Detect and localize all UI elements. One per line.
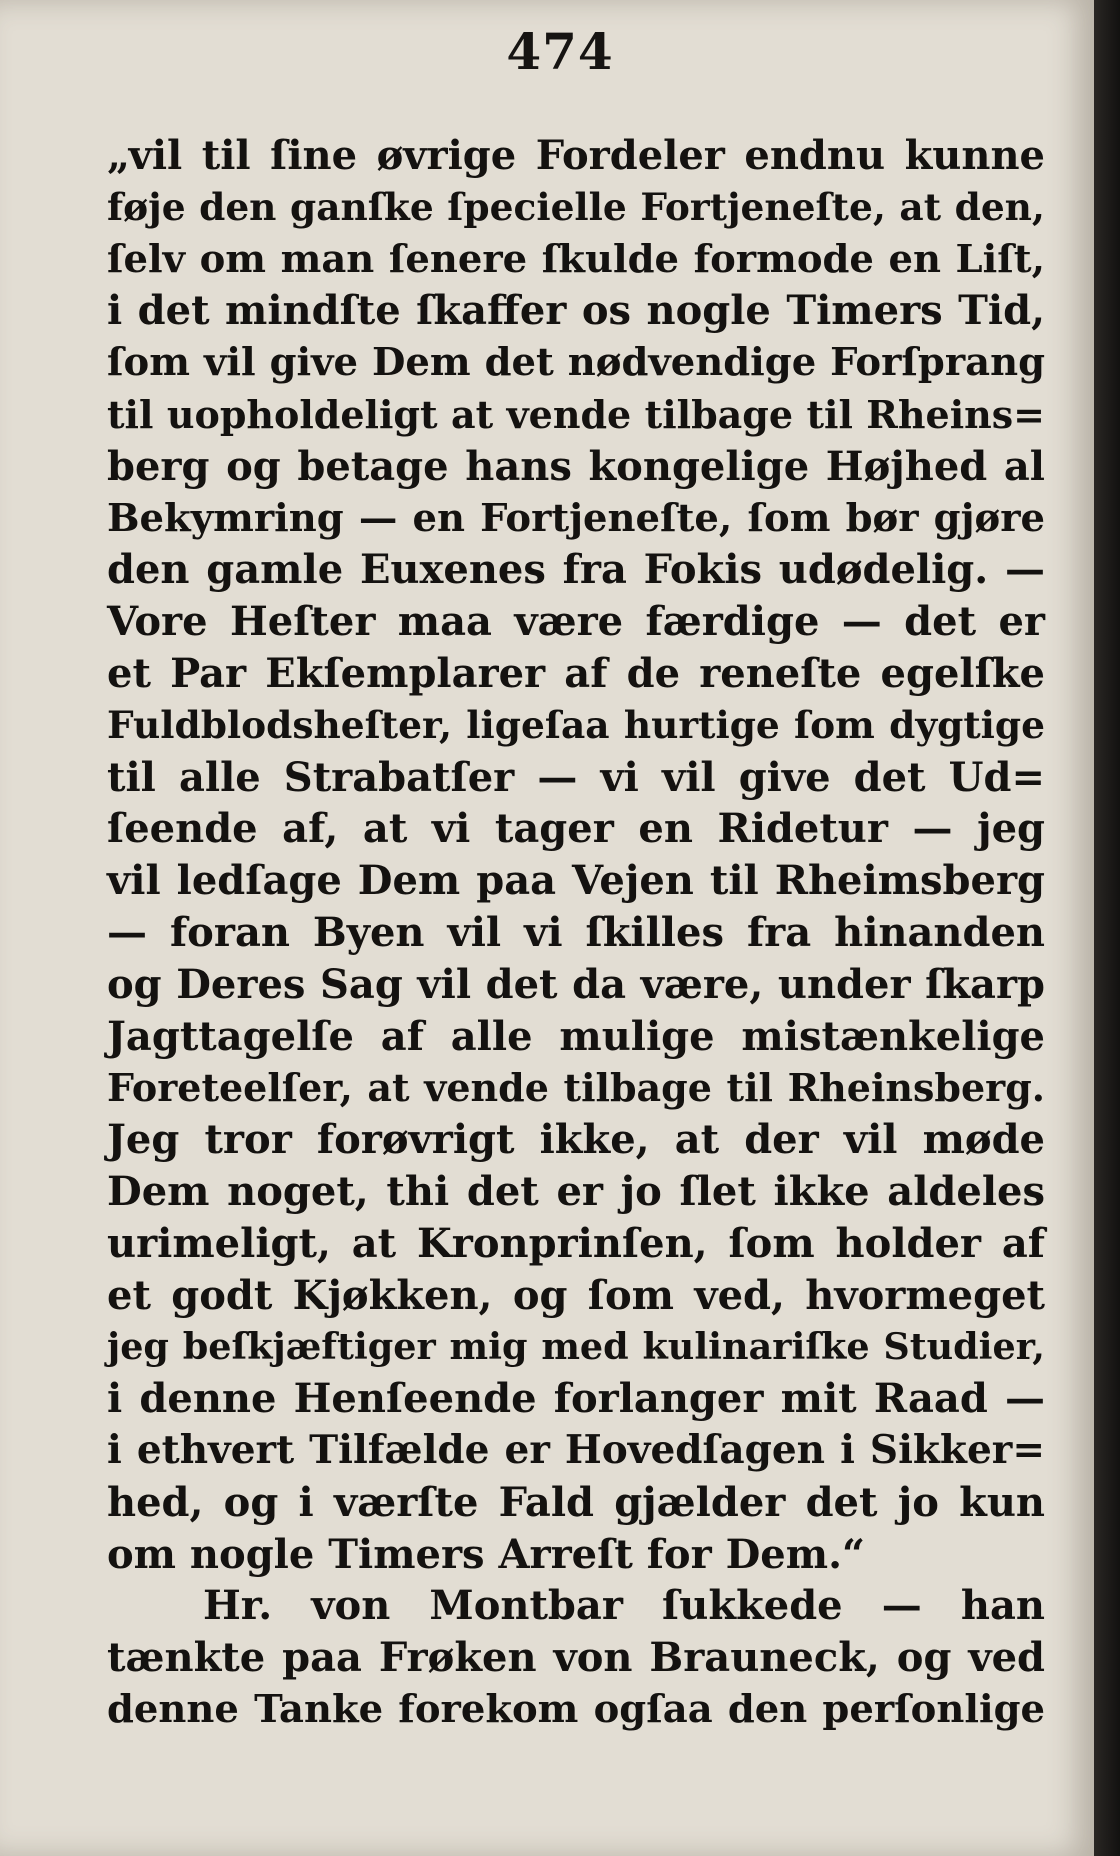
text-line: til uopholdeligt at vende tilbage til Rheins= — [107, 391, 1045, 437]
text-line: tænkte paa Frøken von Brauneck, og ved — [107, 1634, 1045, 1682]
text-line: vil ledſage Dem paa Vejen til Rheimsberg — [107, 857, 1045, 905]
text-line: føje den ganſke ſpecielle Fortjeneſte, at den, — [107, 184, 1045, 229]
text-line: ſom vil give Dem det nødvendige Forſprang — [107, 340, 1045, 386]
text-line: Bekymring — en Fortjeneſte, ſom bør gjøre — [107, 495, 1045, 541]
text-line: i det mindſte ſkaffer os nogle Timers Tid, — [107, 287, 1045, 335]
text-line: berg og betage hans kongelige Højhed al — [107, 442, 1045, 490]
text-line: og Deres Sag vil det da være, under ſkarp — [107, 960, 1045, 1008]
text-line: ſeende af, at vi tager en Ridetur — jeg — [107, 805, 1045, 853]
body-text — [107, 130, 1045, 1736]
text-line: i ethvert Tilfælde er Hovedſagen i Sikker= — [107, 1426, 1045, 1473]
text-line: denne Tanke forekom ogſaa den perſonlige — [107, 1686, 1045, 1732]
text-line: et Par Ekſemplarer af de reneſte egelſke — [107, 649, 1045, 697]
text-line: jeg beſkjæftiger mig med kulinariſke Studier, — [107, 1325, 1045, 1369]
text-line: i denne Henſeende forlanger mit Raad — — [107, 1375, 1045, 1423]
text-line: Dem noget, thi det er jo ſlet ikke aldeles — [107, 1167, 1045, 1215]
text-line: til alle Strabatſer — vi vil give det Ud= — [107, 753, 1045, 801]
text-line: om nogle Timers Arreſt for Dem.“ — [107, 1530, 866, 1578]
page-number: 474 — [506, 22, 614, 81]
book-edge — [1094, 0, 1120, 1856]
text-line: Fuldblodsheſter, ligeſaa hurtige ſom dygtige — [107, 702, 1045, 747]
text-line: Foreteelſer, at vende tilbage til Rheinsberg. — [107, 1065, 1045, 1111]
text-line: ſelv om man ſenere ſkulde formode en Liſt, — [107, 236, 1045, 282]
text-line: et godt Kjøkken, og ſom ved, hvormeget — [107, 1271, 1045, 1319]
text-line: Jagttagelſe af alle mulige mistænkelige — [107, 1012, 1045, 1060]
text-line: — foran Byen vil vi ſkilles fra hinanden — [107, 908, 1045, 956]
text-line: hed, og i værſte Fald gjælder det jo kun — [107, 1478, 1045, 1526]
text-line: Jeg tror forøvrigt ikke, at der vil møde — [107, 1116, 1045, 1164]
text-line: urimeligt, at Kronprinſen, ſom holder af — [107, 1219, 1045, 1267]
text-line: Vore Heſter maa være færdige — det er — [107, 598, 1045, 646]
text-line: den gamle Euxenes fra Fokis udødelig. — — [107, 546, 1045, 594]
text-line: Hr. von Montbar ſukkede — han — [203, 1582, 1045, 1630]
text-line: „vil til ſine øvrige Fordeler endnu kunne — [107, 132, 1045, 179]
